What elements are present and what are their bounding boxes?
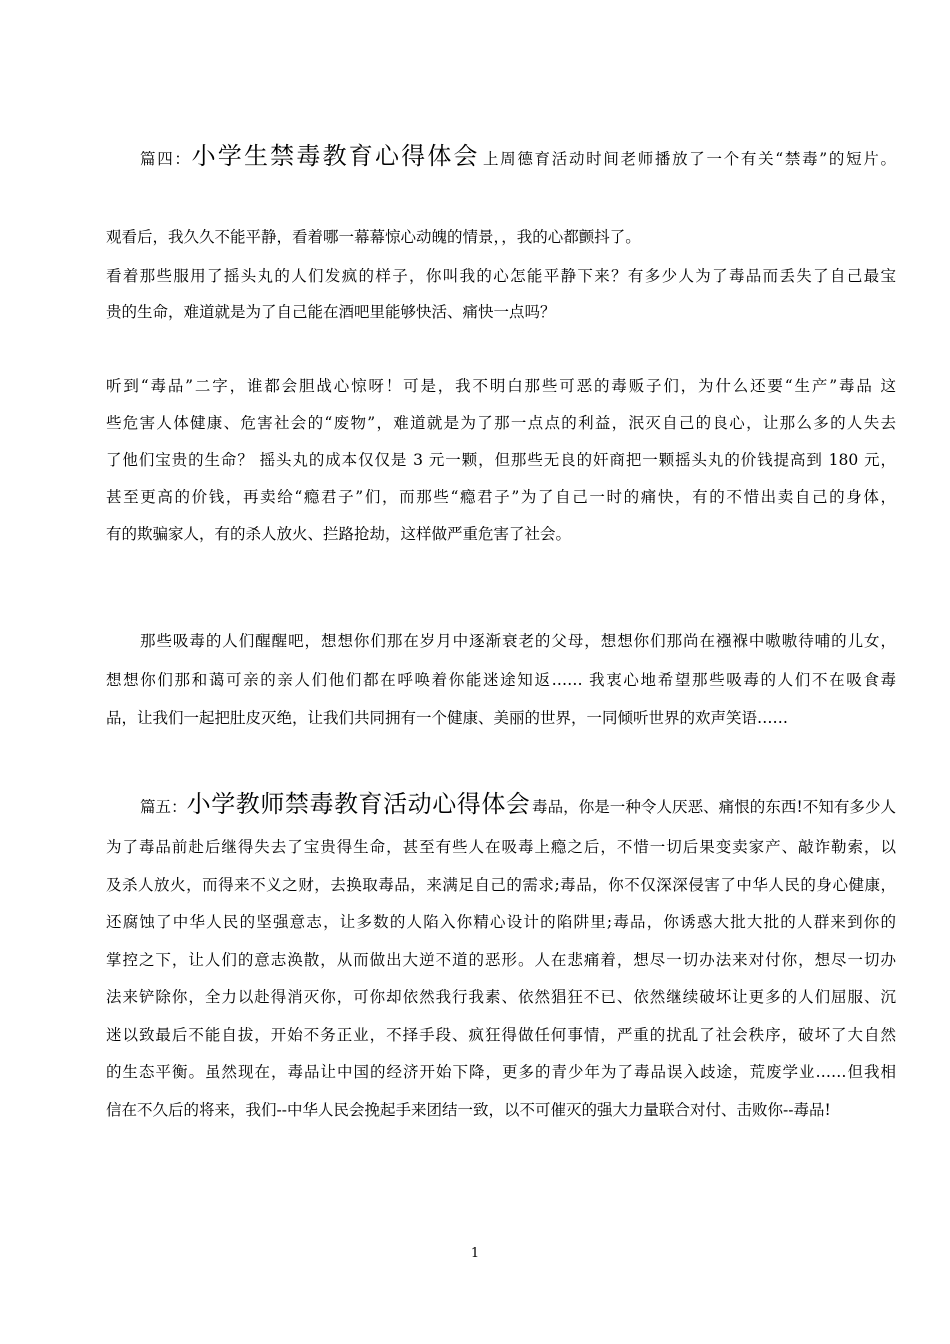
text-line: 想想你们那和蔼可亲的亲人们他们都在呼唤着你能迷途知返…… 我衷心地希望那些吸毒的人们不在吸食毒: [106, 670, 896, 689]
text-line: 法来铲除你，全力以赴得消灭你，可你却依然我行我素、依然猖狂不已、依然继续破坏让更多的人们屈服、沉: [106, 988, 896, 1006]
text-line: 甚至更高的价钱，再卖给“瘾君子”们，而那些“瘾君子”为了自己一时的痛快，有的不惜出卖自己的身体，: [106, 488, 896, 506]
text-line: 观看后，我久久不能平静，看着哪一幕幕惊心动魄的情景，，我的心都颤抖了。: [106, 228, 641, 246]
text-line: 的生态平衡。虽然现在，毒品让中国的经济开始下降，更多的青少年为了毒品误入歧途，荒废学业……但我相: [106, 1063, 896, 1081]
body-paragraph: [106, 258, 896, 330]
text-line: 了他们宝贵的生命？ 摇头丸的成本仅仅是 3 元一颗，但那些无良的奸商把一颗摇头丸的价钱提高到 180 元，: [106, 451, 896, 469]
section-label: 篇四：: [140, 150, 192, 168]
text-line: 有的欺骗家人，有的杀人放火、拦路抢劫，这样做严重危害了社会。: [106, 525, 572, 543]
section-label: 篇五：: [140, 798, 187, 816]
body-paragraph: [106, 622, 896, 738]
text-line: 迷以致最后不能自拔，开始不务正业，不择手段、疯狂得做任何事情，严重的扰乱了社会秩序，破坏了大自然: [106, 1025, 896, 1044]
section-heading: 小学教师禁毒教育活动心得体会: [186, 790, 531, 818]
text-line: 品，让我们一起把肚皮灭绝，让我们共同拥有一个健康、美丽的世界，一同倾听世界的欢声笑语……: [106, 709, 789, 727]
text-line: 为了毒品前赴后继得失去了宝贵得生命，甚至有些人在吸毒上瘾之后，不惜一切后果变卖家产、敲诈勒索，以: [106, 838, 896, 856]
text-line: 掌控之下，让人们的意志涣散，从而做出大逆不道的恶形。人在悲痛着，想尽一切办法来对付你，想尽一切办: [106, 950, 896, 969]
text-line: 上周德育活动时间老师播放了一个有关“禁毒”的短片。: [481, 150, 896, 168]
text-line: 贵的生命，难道就是为了自己能在酒吧里能够快活、痛快一点吗？: [106, 303, 556, 321]
text-line: 看着那些服用了摇头丸的人们发疯的样子，你叫我的心怎能平静下来？有多少人为了毒品而丢失了自己最宝: [106, 267, 896, 285]
text-line: 还腐蚀了中华人民的坚强意志，让多数的人陷入你精心设计的陷阱里;毒品，你诱惑大批大批的人群来到你的: [106, 913, 896, 931]
essay-four-paragraph: [106, 140, 896, 273]
text-line: 听到“毒品”二字，谁都会胆战心惊呀！可是，我不明白那些可恶的毒贩子们，为什么还要“生产”毒品 这: [106, 377, 896, 395]
essay-four-title-line: [106, 140, 896, 175]
text-line: 那些吸毒的人们醒醒吧，想想你们那在岁月中逐渐衰老的父母，想想你们那尚在襁褓中嗷嗷待哺的儿女，: [140, 632, 896, 650]
text-line: 些危害人体健康、危害社会的“废物”，难道就是为了那一点点的利益，泯灭自己的良心，让那么多的人失去: [106, 414, 896, 432]
body-paragraph: [106, 368, 896, 553]
text-line: 信在不久后的将来，我们--中华人民会挽起手来团结一致，以不可催灭的强大力量联合对付、击败你--毒品!: [106, 1100, 831, 1119]
essay-five-title-line: [106, 788, 896, 823]
text-line: 及杀人放火，而得来不义之财，去换取毒品，来满足自己的需求;毒品，你不仅深深侵害了中华人民的身心健康，: [106, 875, 896, 894]
essay-five-paragraph: [106, 788, 896, 1129]
text-line: 毒品，你是一种令人厌恶、痛恨的东西!不知有多少人: [531, 798, 897, 816]
page-number: 1: [470, 1246, 480, 1261]
section-heading: 小学生禁毒教育心得体会: [191, 142, 480, 170]
